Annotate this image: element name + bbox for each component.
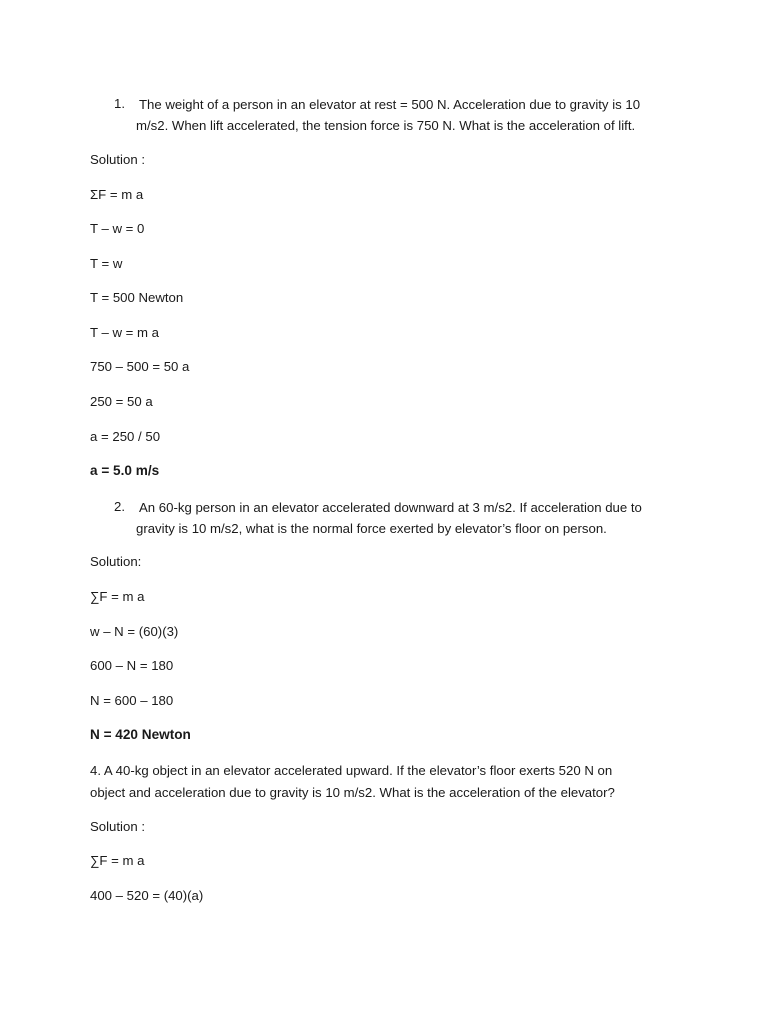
problem-2-solution-label: Solution: — [90, 554, 142, 569]
problem-2-line-1: An 60-kg person in an elevator accelerated downward at 3 m/s2. If acceleration due to — [139, 499, 642, 515]
problem-1-step-1: ΣF = m a — [90, 187, 144, 202]
problem-1-step-5: T – w = m a — [90, 325, 160, 340]
problem-1-line-1: The weight of a person in an elevator at rest = 500 N. Acceleration due to gravity is 10 — [139, 96, 641, 112]
problem-1-step-6: 750 – 500 = 50 a — [90, 359, 190, 374]
problem-1-step-8: a = 250 / 50 — [90, 429, 161, 444]
problem-4-step-2: 400 – 520 = (40)(a) — [90, 888, 204, 903]
problem-1-step-7: 250 = 50 a — [90, 394, 153, 409]
problem-1-answer: a = 5.0 m/s — [90, 463, 160, 478]
problem-4-line-2: object and acceleration due to gravity is 10 m/s2. What is the acceleration of the elevator? — [90, 784, 615, 800]
problem-1-text — [136, 94, 696, 137]
problem-4-text — [90, 760, 670, 803]
problem-1-step-4: T = 500 Newton — [90, 290, 184, 305]
problem-1-solution-label: Solution : — [90, 152, 145, 167]
problem-1-number: 1. — [114, 96, 125, 111]
problem-4-line-1: 4. A 40-kg object in an elevator accelerated upward. If the elevator’s floor exerts 520 N on — [90, 763, 613, 778]
problem-2-answer: N = 420 Newton — [90, 727, 191, 742]
problem-2-step-4: N = 600 – 180 — [90, 693, 174, 708]
problem-4-step-1: ∑F = m a — [90, 853, 145, 868]
problem-1-line-2: m/s2. When lift accelerated, the tension force is 750 N. What is the acceleration of lift. — [136, 118, 636, 133]
problem-2-line-2: gravity is 10 m/s2, what is the normal force exerted by elevator’s floor on person. — [136, 521, 607, 536]
problem-4-solution-label: Solution : — [90, 819, 145, 834]
problem-2-step-3: 600 – N = 180 — [90, 658, 174, 673]
problem-2-step-1: ∑F = m a — [90, 589, 145, 604]
problem-1-step-2: T – w = 0 — [90, 221, 145, 236]
problem-2-number: 2. — [114, 499, 125, 514]
problem-2-text — [136, 497, 696, 540]
problem-1-step-3: T = w — [90, 256, 123, 271]
problem-2-step-2: w – N = (60)(3) — [90, 624, 179, 639]
